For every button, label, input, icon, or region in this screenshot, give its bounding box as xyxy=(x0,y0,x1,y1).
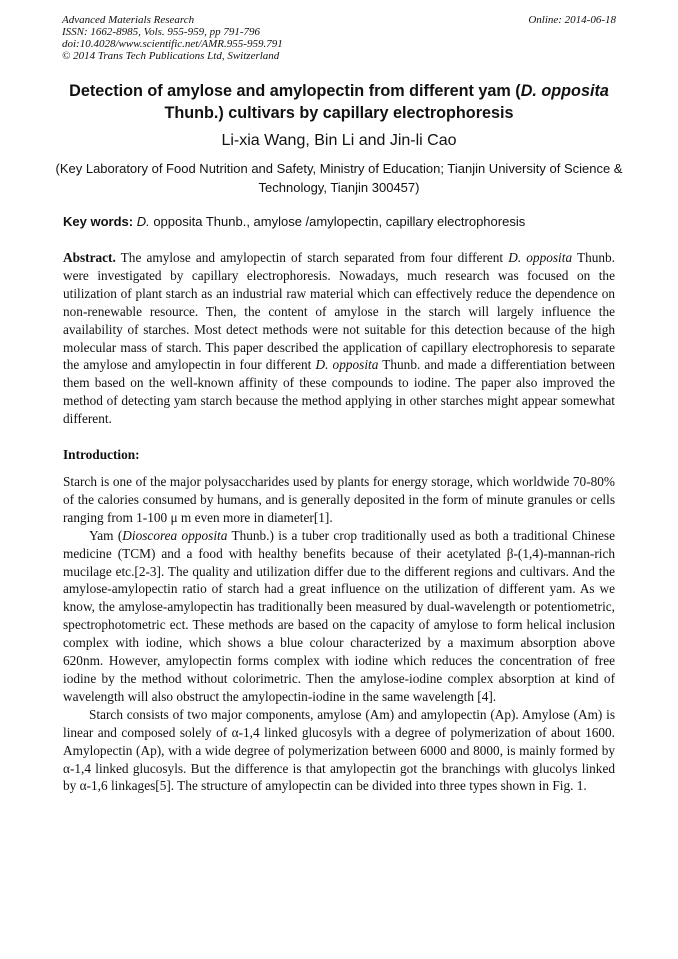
copyright: © 2014 Trans Tech Publications Ltd, Switzerland xyxy=(62,50,280,62)
paper-title xyxy=(40,80,638,124)
keywords-label: Key words: xyxy=(63,214,134,229)
title-part: Detection of amylose and amylopectin from different yam ( xyxy=(69,82,521,100)
affiliation: (Key Laboratory of Food Nutrition and Safety, Ministry of Education; Tianjin University of Science & Technology, Tianjin 300457) xyxy=(55,161,623,195)
online-date: Online: 2014-06-18 xyxy=(528,14,616,26)
authors: Li-xia Wang, Bin Li and Jin-li Cao xyxy=(221,132,457,149)
abstract-label: Abstract. xyxy=(63,250,116,265)
abstract xyxy=(63,249,615,428)
keywords xyxy=(63,213,618,231)
issn: ISSN: 1662-8985, Vols. 955-959, pp 791-796 xyxy=(62,26,260,38)
introduction-heading: Introduction: xyxy=(63,447,140,462)
abstract-species: D. opposita xyxy=(315,357,379,373)
keywords-text: opposita Thunb., amylose /amylopectin, capillary electrophoresis xyxy=(149,214,526,229)
intro-paragraph-2 xyxy=(63,527,615,706)
abstract-text: The amylose and amylopectin of starch separated from four different xyxy=(115,250,509,265)
journal-header xyxy=(62,14,616,62)
doi: doi:10.4028/www.scientific.net/AMR.955-959.791 xyxy=(62,38,283,50)
keyword-genus: D. xyxy=(136,214,150,229)
intro-paragraph-1: Starch is one of the major polysaccharides used by plants for energy storage, which worldwide 70-80% of the calories consumed by humans, and is generally deposited in the form of minute granules or cells ranging from 1-100 μ m even more in diameter[1]. xyxy=(63,474,615,525)
abstract-text: Thunb. were investigated by capillary electrophoresis. Nowadays, much research was focused on the utilization of plant starch as an industrial raw material which can effectively reduce the dependence on non-renewable resource. Then, the content of amylose in the starch will largely influence the availability of starches. Most detect methods were not suitable for this detection because of the high molecular mass of starch. This paper described the application of capillary electrophoresis to separate the amylose and amylopectin in four different xyxy=(63,250,616,373)
intro-paragraph-3: Starch consists of two major components, amylose (Am) and amylopectin (Ap). Amylose (Am) is linear and composed solely of α-1,4 linked glucosyls with a degree of polymerization of about 1600. Amylopectin (Ap), with a wide degree of polymerization between 6000 and 8000, is mainly formed by α-1,4 linked glucosyls. But the difference is that amylopectin got the branchings with glucolys linked by α-1,6 linkages[5]. The structure of amylopectin can be divided into three types shown in Fig. 1. xyxy=(63,706,615,794)
title-part: Thunb.) cultivars by capillary electrophoresis xyxy=(164,104,514,122)
introduction xyxy=(63,473,615,795)
paragraph-text: Yam ( xyxy=(89,527,123,543)
abstract-species: D. opposita xyxy=(508,250,573,265)
paragraph-text: Thunb.) is a tuber crop traditionally used as both a traditional Chinese medicine (TCM) and a food with healthy benefits because of their acetylated β-(1,4)-mannan-rich mucilage etc.[2-3]. The quality and utilization differ due to the different regions and cultivars. And the amylose-amylopectin ratio of starch had a great influence on the utilization of different yam. As we know, the amylose-amylopectin has traditionally been measured by dual-wavelength or potentiometric, spectrophotometric ect. These methods are based on the capacity of amylose to form helical inclusion complex with iodine, which shows a blue colour characterized by a maximum absorption above 620nm. However, amylopectin forms complex with iodine which reduces the concentration of free iodine by the method without colorimetric. Then the amylose-iodine complex absorption at kind of wavelength will also obstruct the amylopectin-iodine in the same wavelength [4]. xyxy=(63,527,615,704)
journal-name: Advanced Materials Research xyxy=(62,14,195,26)
species-name: Dioscorea opposita xyxy=(122,527,228,543)
abstract-text: Thunb. and made a differentiation between them based on the well-known affinity of these compounds to iodine. The paper also improved the method of detecting yam starch because the method applying in other starches might appear somewhat different. xyxy=(63,357,615,427)
title-species: D. opposita xyxy=(520,82,609,100)
